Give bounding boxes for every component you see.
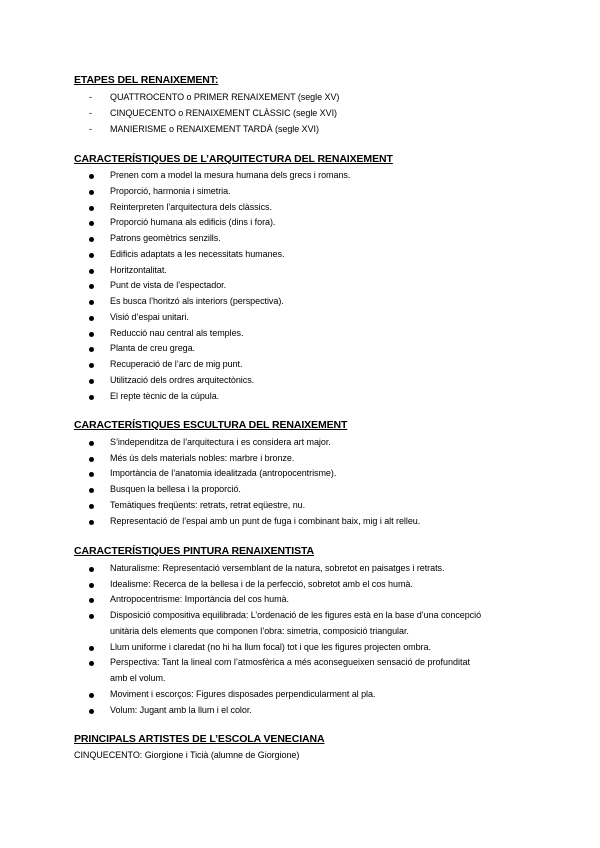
bullet-icon (89, 614, 94, 619)
bullet-icon (89, 661, 94, 666)
bullet-icon (89, 488, 94, 493)
dash-bullet: - (89, 124, 92, 134)
bullet-icon (89, 441, 94, 446)
architecture-item: Punt de vista de l’espectador. (110, 280, 227, 290)
architecture-item: Proporció humana als edificis (dins i fora). (110, 217, 276, 227)
dash-bullet: - (89, 108, 92, 118)
architecture-item: Edificis adaptats a les necessitats humanes. (110, 249, 285, 259)
bullet-icon (89, 395, 94, 400)
bullet-icon (89, 693, 94, 698)
bullet-icon (89, 457, 94, 462)
painting-item: Moviment i escorços: Figures disposades perpendicularment al pla. (110, 689, 376, 699)
painting-item: Antropocentrisme: Importància del cos humà. (110, 594, 289, 604)
bullet-icon (89, 284, 94, 289)
bullet-icon (89, 174, 94, 179)
stages-heading: ETAPES DEL RENAIXEMENT: (74, 74, 219, 86)
bullet-icon (89, 269, 94, 274)
bullet-icon (89, 363, 94, 368)
architecture-item: Visió d’espai unitari. (110, 312, 189, 322)
bullet-icon (89, 347, 94, 352)
painting-item-continuation: amb el volum. (110, 673, 166, 683)
bullet-icon (89, 190, 94, 195)
architecture-item: Reinterpreten l’arquitectura dels clàssics. (110, 202, 272, 212)
sculpture-heading: CARACTERÍSTIQUES ESCULTURA DEL RENAIXEMENT (74, 419, 348, 431)
architecture-item: Horitzontalitat. (110, 265, 167, 275)
bullet-icon (89, 237, 94, 242)
architecture-item: El repte tècnic de la cúpula. (110, 391, 220, 401)
dash-bullet: - (89, 92, 92, 102)
architecture-item: Prenen com a model la mesura humana dels grecs i romans. (110, 170, 351, 180)
architecture-item: Es busca l’horitzó als interiors (perspectiva). (110, 296, 284, 306)
architecture-item: Utilització dels ordres arquitectònics. (110, 375, 255, 385)
bullet-icon (89, 646, 94, 651)
bullet-icon (89, 316, 94, 321)
stage-item: CINQUECENTO o RENAIXEMENT CLÀSSIC (segle XVI) (110, 108, 337, 118)
venetian-line: CINQUECENTO: Giorgione i Ticià (alumne de Giorgione) (74, 750, 300, 760)
bullet-icon (89, 520, 94, 525)
bullet-icon (89, 583, 94, 588)
bullet-icon (89, 504, 94, 509)
stage-item: MANIERISME o RENAIXEMENT TARDÀ (segle XVI) (110, 124, 319, 134)
stage-item: QUATTROCENTO o PRIMER RENAIXEMENT (segle XV) (110, 92, 340, 102)
painting-heading: CARACTERÍSTIQUES PINTURA RENAIXENTISTA (74, 545, 315, 557)
architecture-item: Planta de creu grega. (110, 343, 196, 353)
bullet-icon (89, 598, 94, 603)
bullet-icon (89, 300, 94, 305)
painting-item: Disposició compositiva equilibrada: L’ordenació de les figures està en la base d’una concepció (110, 610, 482, 620)
sculpture-item: Importància de l’anatomia idealitzada (antropocentrisme). (110, 468, 337, 478)
architecture-item: Reducció nau central als temples. (110, 328, 244, 338)
painting-item: Volum: Jugant amb la llum i el color. (110, 705, 252, 715)
painting-item: Llum uniforme i claredat (no hi ha llum focal) tot i que les figures projecten ombra. (110, 642, 431, 652)
painting-item: Perspectiva: Tant la lineal com l’atmosfèrica a més aconsegueixen sensació de profunditat (110, 657, 471, 667)
architecture-item: Recuperació de l’arc de mig punt. (110, 359, 243, 369)
bullet-icon (89, 206, 94, 211)
architecture-item: Patrons geomètrics senzills. (110, 233, 221, 243)
venetian-heading: PRINCIPALS ARTISTES DE L’ESCOLA VENECIANA (74, 733, 325, 745)
bullet-icon (89, 379, 94, 384)
bullet-icon (89, 221, 94, 226)
bullet-icon (89, 709, 94, 714)
bullet-icon (89, 253, 94, 258)
architecture-item: Proporció, harmonia i simetria. (110, 186, 231, 196)
sculpture-item: Més ús dels materials nobles: marbre i bronze. (110, 453, 295, 463)
painting-item: Idealisme: Recerca de la bellesa i de la perfecció, sobretot amb el cos humà. (110, 579, 413, 589)
sculpture-item: Busquen la bellesa i la proporció. (110, 484, 241, 494)
bullet-icon (89, 567, 94, 572)
sculpture-item: Temàtiques freqüents: retrats, retrat eqüestre, nu. (110, 500, 306, 510)
sculpture-item: S’independitza de l’arquitectura i es considera art major. (110, 437, 331, 447)
bullet-icon (89, 332, 94, 337)
painting-item: Naturalisme: Representació versemblant de la natura, sobretot en paisatges i retrats. (110, 563, 445, 573)
painting-item-continuation: unitària dels elements que componen l’obra: simetria, composició triangular. (110, 626, 409, 636)
bullet-icon (89, 472, 94, 477)
sculpture-item: Representació de l’espai amb un punt de fuga i combinant baix, mig i alt relleu. (110, 516, 421, 526)
architecture-heading: CARACTERÍSTIQUES DE L’ARQUITECTURA DEL RENAIXEMENT (74, 153, 393, 165)
